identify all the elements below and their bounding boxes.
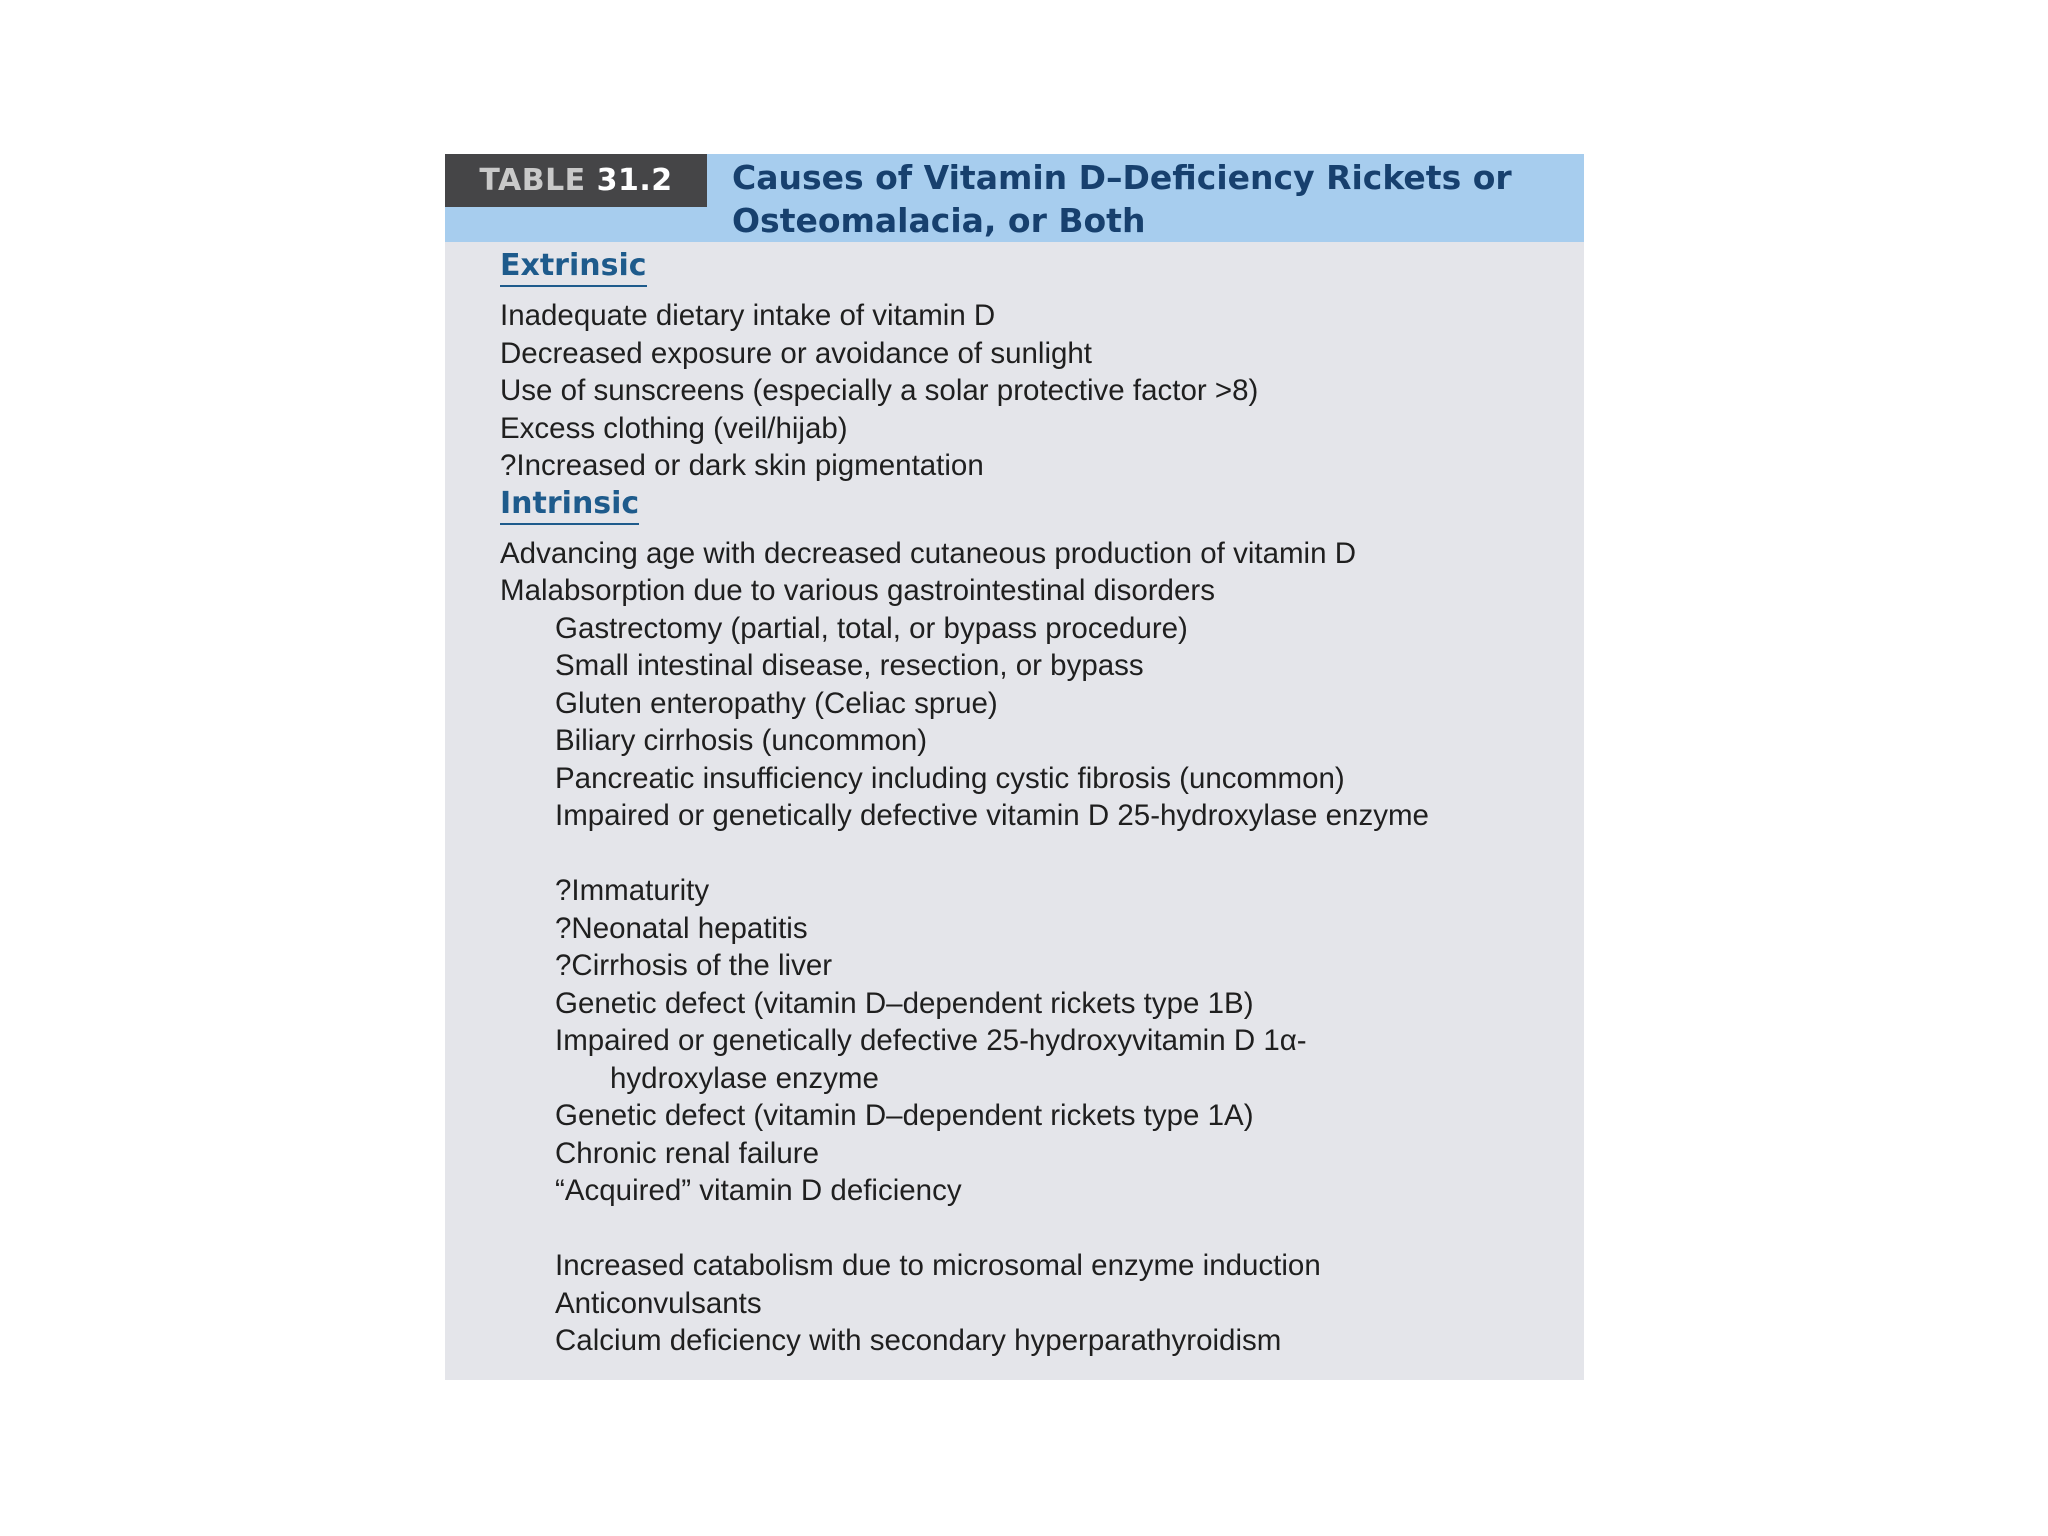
table-content [500,247,1564,1360]
list-item: ?Immaturity [555,874,710,907]
table-header [445,154,1584,242]
list-item: Increased catabolism due to microsomal enzyme induction [555,1249,1321,1282]
list-item: ?Increased or dark skin pigmentation [500,449,984,482]
list-item-continuation: hydroxylase enzyme [610,1061,879,1095]
section-heading-extrinsic: Extrinsic [500,247,647,287]
blank-line [500,835,1564,873]
table-title-line-2: Osteomalacia, or Both [732,201,1146,240]
table-title-line-1: Causes of Vitamin D–Deficiency Rickets or [732,158,1512,197]
list-item: ?Neonatal hepatitis [555,911,808,945]
table-label-prefix: TABLE [479,163,597,198]
table-label [445,154,707,207]
list-item: Small intestinal disease, resection, or bypass [555,649,1144,682]
list-item: “Acquired” vitamin D deficiency [555,1174,962,1207]
list-item: Genetic defect (vitamin D–dependent rickets type 1A) [555,1099,1254,1132]
table-panel [445,154,1584,1380]
list-item: Use of sunscreens (especially a solar protective factor >8) [500,374,1259,407]
list-item: Excess clothing (veil/hijab) [500,411,848,445]
section-heading-intrinsic: Intrinsic [500,485,639,525]
list-item: Impaired or genetically defective 25-hydroxyvitamin D 1α- [555,1024,1307,1057]
list-item: Advancing age with decreased cutaneous production of vitamin D [500,536,1357,570]
list-item: Impaired or genetically defective vitamin D 25-hydroxylase enzyme [555,799,1429,832]
blank-line [500,1210,1564,1248]
list-item: Inadequate dietary intake of vitamin D [500,299,996,332]
list-item: Genetic defect (vitamin D–dependent rickets type 1B) [555,986,1254,1020]
list-item: Biliary cirrhosis (uncommon) [555,724,928,757]
list-item: Malabsorption due to various gastrointestinal disorders [500,574,1215,607]
table-title [732,156,1570,242]
list-item: Pancreatic insufficiency including cystic fibrosis (uncommon) [555,761,1345,795]
list-item: Gastrectomy (partial, total, or bypass procedure) [555,611,1188,645]
list-item: ?Cirrhosis of the liver [555,949,833,982]
list-item: Anticonvulsants [555,1286,762,1320]
table-label-number: 31.2 [596,163,673,198]
list-item: Chronic renal failure [555,1136,819,1170]
list-item: Decreased exposure or avoidance of sunlight [500,336,1093,370]
list-item: Calcium deficiency with secondary hyperparathyroidism [555,1324,1282,1357]
list-item: Gluten enteropathy (Celiac sprue) [555,686,998,720]
